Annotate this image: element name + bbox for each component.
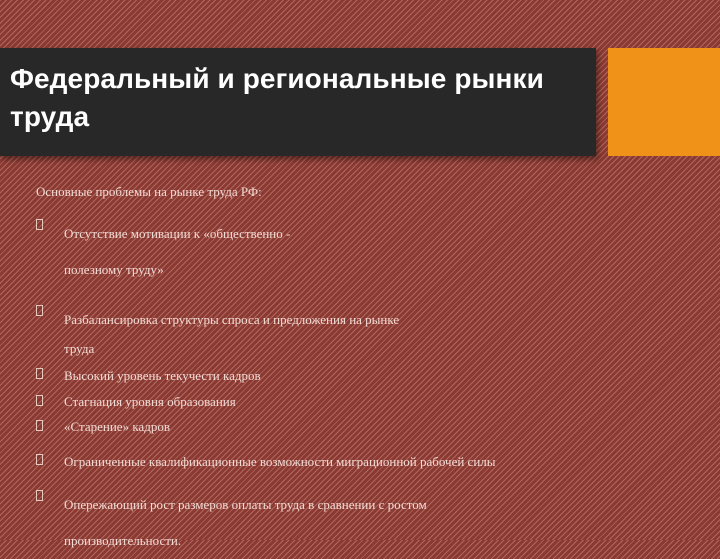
list-item-line: «Старение» кадров [64,419,170,434]
list-item-line: полезному труду» [64,262,164,277]
list-item-line: Отсутствие мотивации к «общественно - [64,226,291,241]
list-item [36,392,686,412]
problems-list [36,216,686,559]
bullet-icon [36,305,43,316]
bullet-icon [36,490,43,501]
bullet-icon [36,368,43,379]
list-item [36,487,686,559]
slide-content [36,182,686,559]
orange-accent-block [608,48,720,156]
list-item [36,216,686,288]
list-item [36,417,686,437]
slide-title: Федеральный и региональные рынки труда [10,63,544,132]
bullet-icon [36,420,43,431]
list-item-line: Ограниченные квалификационные возможности миграционной рабочей силы [64,454,496,469]
list-item [36,365,686,387]
list-item-line: Опережающий рост размеров оплаты труда в сравнении с ростом [64,497,427,512]
list-item [36,451,686,473]
bullet-icon [36,395,43,406]
title-bar [0,48,596,156]
list-item-line: труда [64,341,95,356]
intro-text: Основные проблемы на рынке труда РФ: [36,184,262,199]
list-item-line: Стагнация уровня образования [64,394,236,409]
list-item [36,302,686,360]
bullet-icon [36,219,43,230]
list-item-line: Разбалансировка структуры спроса и предложения на рынке [64,312,400,327]
list-item-line: Высокий уровень текучести кадров [64,368,261,383]
list-item-line: производительности. [64,533,182,548]
bullet-icon [36,454,43,465]
